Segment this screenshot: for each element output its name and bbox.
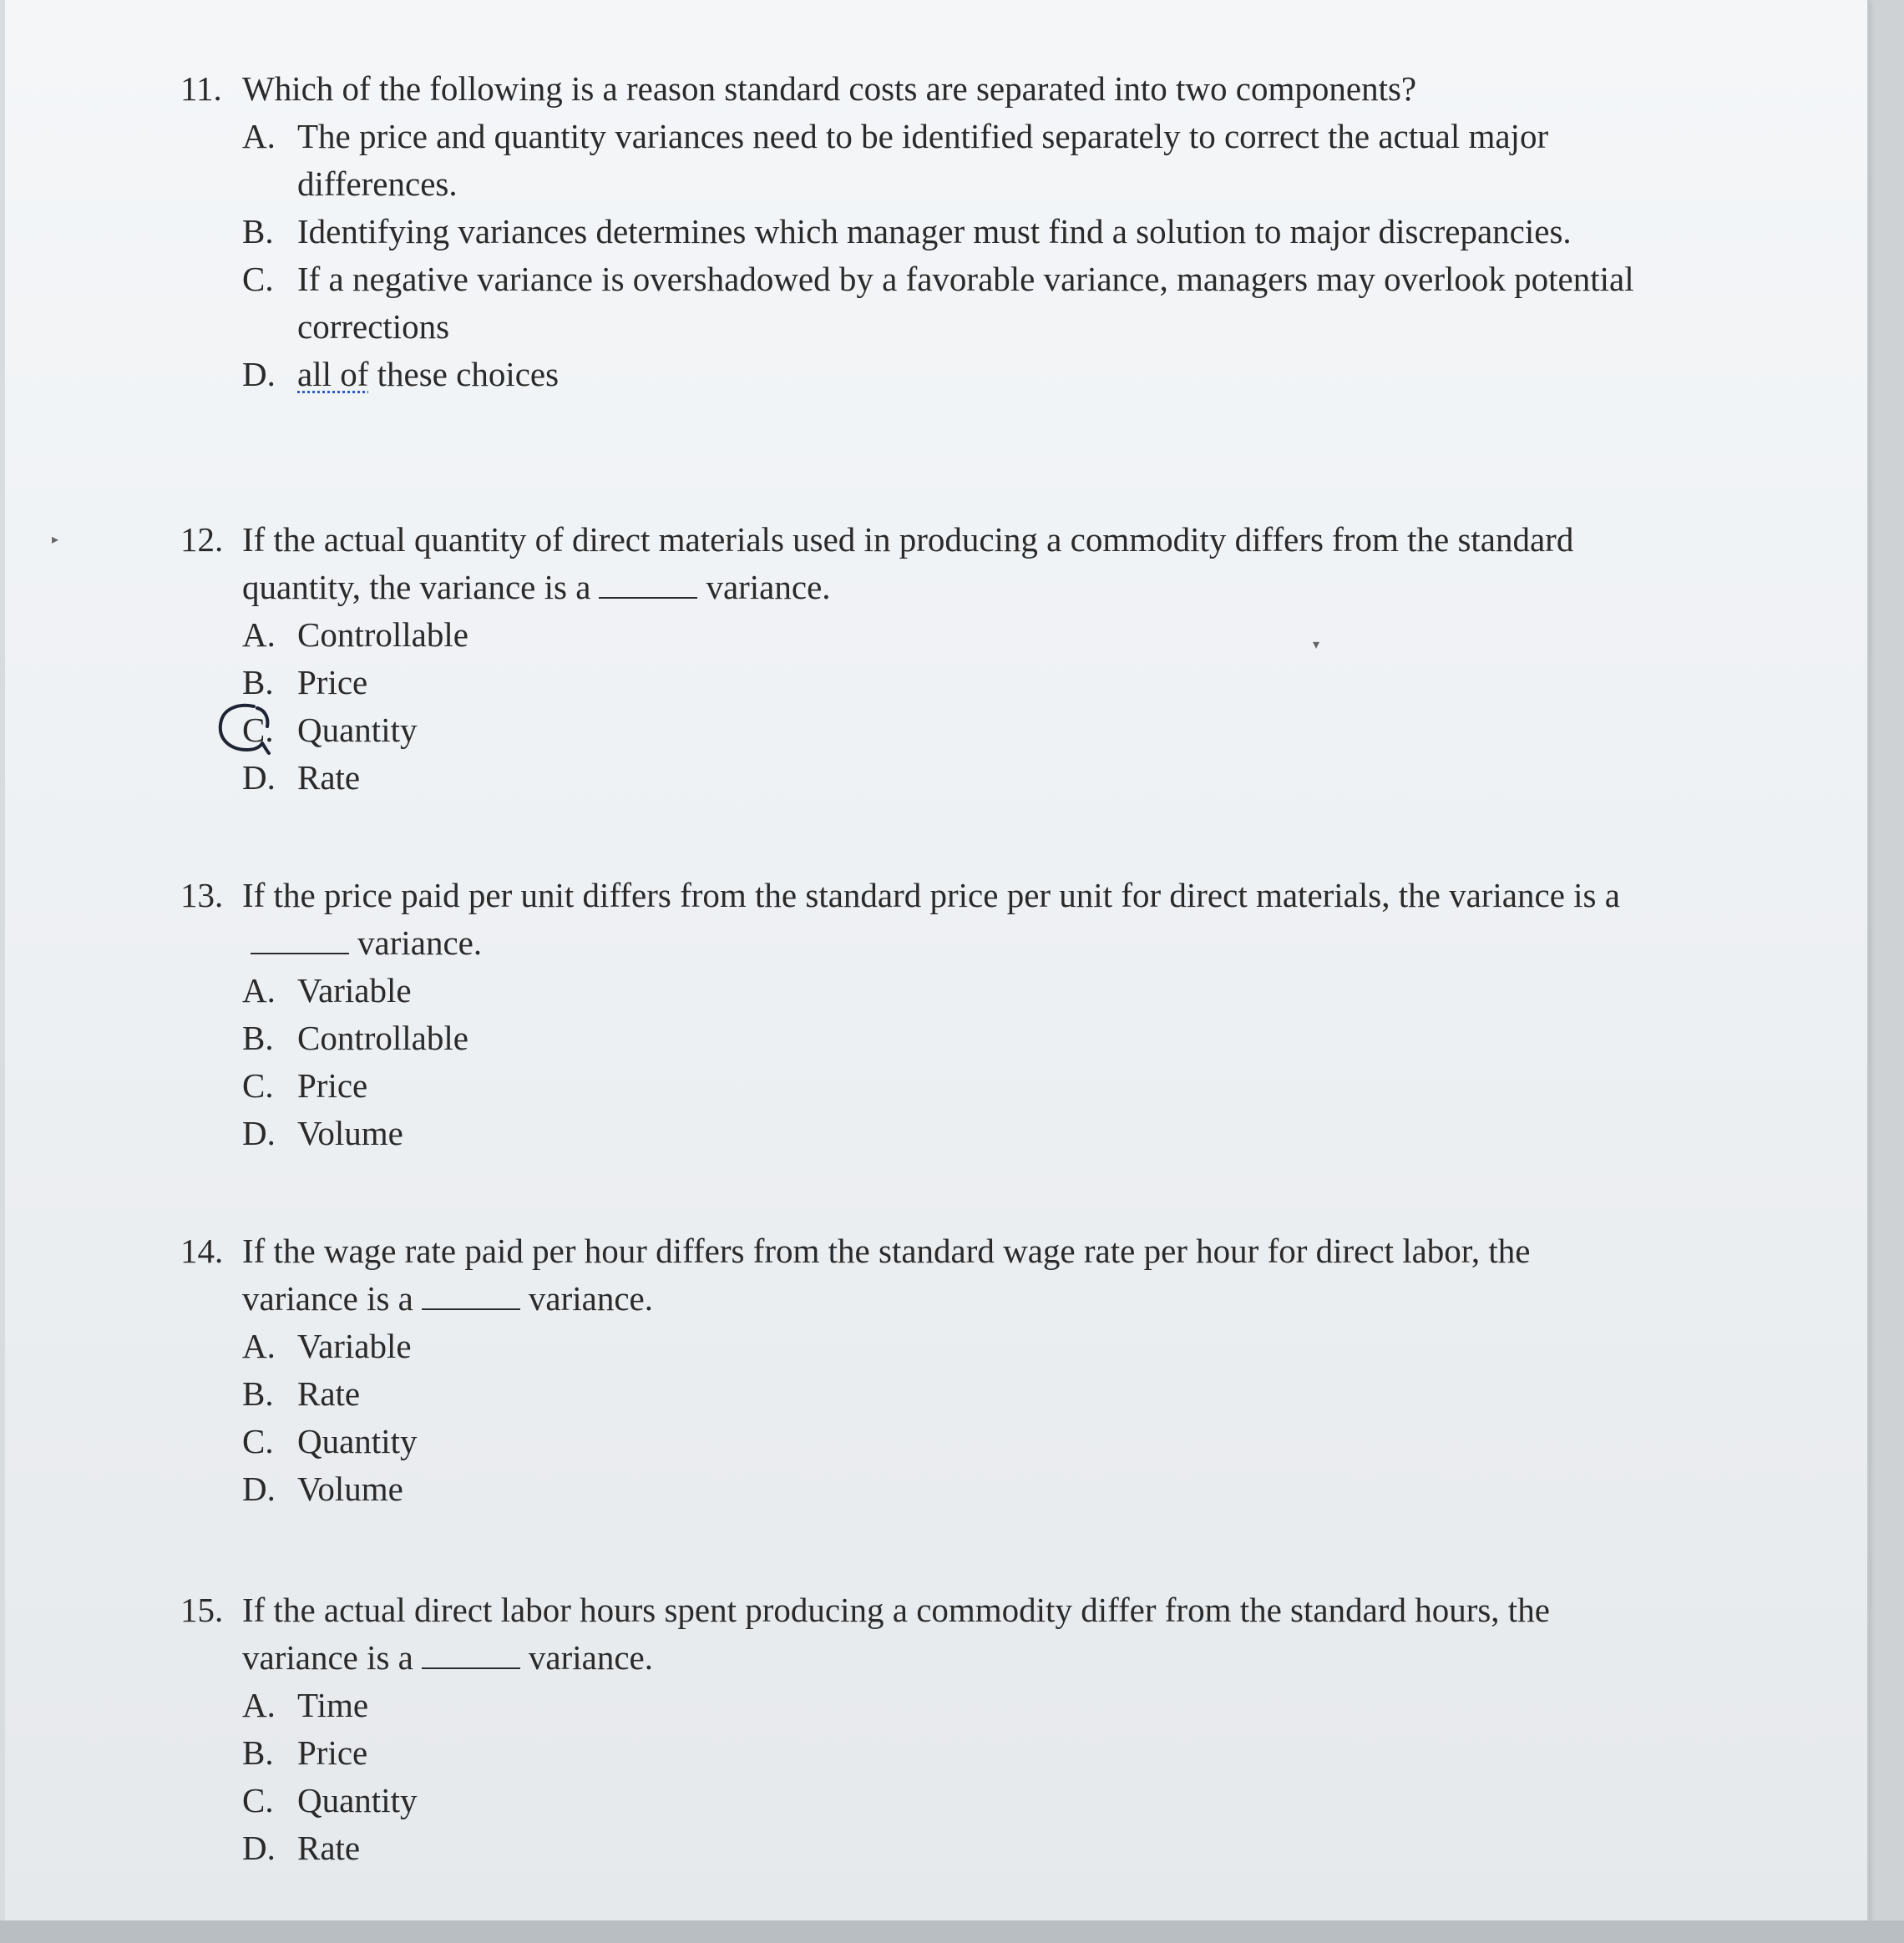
option-letter: B. bbox=[242, 1374, 274, 1413]
option-letter: B. bbox=[242, 212, 274, 250]
option-letter: A. bbox=[242, 1327, 276, 1365]
page-edge bbox=[0, 0, 5, 1920]
option-text: Rate bbox=[297, 1374, 361, 1413]
option-letter: B. bbox=[242, 1019, 274, 1057]
option-text: Variable bbox=[297, 971, 412, 1009]
option-a bbox=[242, 113, 1650, 208]
option-c bbox=[242, 1062, 1650, 1110]
question-15 bbox=[180, 1586, 1650, 1872]
option-a bbox=[242, 967, 1650, 1015]
option-letter: C. bbox=[242, 260, 274, 298]
option-text: Quantity bbox=[297, 711, 418, 749]
option-a bbox=[242, 611, 1650, 659]
question-number: 12. bbox=[180, 520, 224, 559]
option-letter: A. bbox=[242, 1686, 276, 1724]
option-d bbox=[242, 754, 1650, 802]
option-text: If a negative variance is overshadowed by a favorable variance, managers may overlook potential corrections bbox=[297, 260, 1634, 346]
option-b bbox=[242, 208, 1650, 256]
option-text: Quantity bbox=[297, 1781, 418, 1819]
option-b bbox=[242, 1370, 1650, 1418]
option-b bbox=[242, 1015, 1650, 1062]
answer-blank bbox=[251, 923, 349, 954]
stray-mark: ▾ bbox=[1313, 638, 1320, 652]
option-letter: C. bbox=[242, 1066, 274, 1105]
option-c bbox=[242, 1777, 1650, 1824]
option-letter: A. bbox=[242, 117, 276, 155]
option-a bbox=[242, 1682, 1650, 1729]
option-letter: D. bbox=[242, 355, 276, 393]
question-text: If the actual direct labor hours spent producing a commodity differ from the standard hours, the variance is a variance. bbox=[242, 1591, 1550, 1677]
option-text: Volume bbox=[297, 1470, 403, 1508]
question-stem bbox=[180, 1227, 1650, 1323]
answer-blank bbox=[422, 1637, 520, 1669]
option-text: Volume bbox=[297, 1114, 403, 1152]
option-text: Identifying variances determines which manager must find a solution to major discrepancies. bbox=[297, 212, 1572, 250]
option-letter: A. bbox=[242, 615, 276, 654]
question-number: 11. bbox=[180, 69, 222, 108]
question-text: If the wage rate paid per hour differs from the standard wage rate per hour for direct labor, the variance is a variance. bbox=[242, 1232, 1531, 1318]
option-letter: D. bbox=[242, 1114, 276, 1152]
option-letter: D. bbox=[242, 1470, 276, 1508]
option-text: Rate bbox=[297, 1829, 361, 1867]
question-11 bbox=[180, 65, 1650, 398]
option-text: all of these choices bbox=[297, 355, 560, 393]
background-surface bbox=[0, 1920, 1904, 1943]
option-a bbox=[242, 1323, 1650, 1370]
answer-options bbox=[242, 611, 1650, 802]
option-text: Price bbox=[297, 1066, 368, 1105]
question-text: If the price paid per unit differs from the standard price per unit for direct materials, the variance is avariance. bbox=[242, 876, 1620, 962]
option-text: Quantity bbox=[297, 1422, 418, 1460]
question-12 bbox=[180, 516, 1650, 802]
option-text: Controllable bbox=[297, 615, 468, 654]
answer-options bbox=[242, 1682, 1650, 1872]
option-letter: C. bbox=[242, 1781, 274, 1819]
option-c bbox=[242, 706, 1650, 754]
question-stem bbox=[180, 516, 1650, 611]
option-letter: D. bbox=[242, 1829, 276, 1867]
option-letter: B. bbox=[242, 663, 274, 701]
option-letter: B. bbox=[242, 1733, 274, 1772]
question-stem bbox=[180, 872, 1650, 967]
option-text: Variable bbox=[297, 1327, 412, 1365]
option-b bbox=[242, 659, 1650, 706]
option-c bbox=[242, 1418, 1650, 1465]
spellcheck-underlined-text: all of bbox=[297, 355, 369, 393]
question-stem bbox=[180, 65, 1650, 113]
option-text: Controllable bbox=[297, 1019, 468, 1057]
answer-options bbox=[242, 967, 1650, 1157]
option-letter: A. bbox=[242, 971, 276, 1009]
option-d bbox=[242, 351, 1650, 398]
option-c bbox=[242, 256, 1650, 351]
question-text: If the actual quantity of direct materials used in producing a commodity differs from the standard quantity, the variance is a variance. bbox=[242, 520, 1574, 606]
option-text: Rate bbox=[297, 758, 361, 797]
stray-mark: ▸ bbox=[52, 533, 59, 547]
answer-blank bbox=[599, 567, 697, 599]
option-letter: C. bbox=[242, 1422, 274, 1460]
question-14 bbox=[180, 1227, 1650, 1513]
question-number: 14. bbox=[180, 1232, 224, 1270]
option-d bbox=[242, 1110, 1650, 1157]
answer-blank bbox=[422, 1278, 520, 1310]
question-13 bbox=[180, 872, 1650, 1157]
option-d bbox=[242, 1824, 1650, 1872]
question-number: 15. bbox=[180, 1591, 224, 1629]
option-text: The price and quantity variances need to be identified separately to correct the actual major differences. bbox=[297, 117, 1549, 203]
option-letter: C. bbox=[242, 711, 274, 749]
question-number: 13. bbox=[180, 876, 224, 914]
option-letter: D. bbox=[242, 758, 276, 797]
option-text: Price bbox=[297, 663, 368, 701]
answer-options bbox=[242, 113, 1650, 398]
option-text: Time bbox=[297, 1686, 369, 1724]
answer-options bbox=[242, 1323, 1650, 1513]
question-text: Which of the following is a reason standard costs are separated into two components? bbox=[242, 69, 1417, 108]
option-b bbox=[242, 1729, 1650, 1777]
option-d bbox=[242, 1465, 1650, 1513]
question-stem bbox=[180, 1586, 1650, 1682]
option-text: Price bbox=[297, 1733, 368, 1772]
